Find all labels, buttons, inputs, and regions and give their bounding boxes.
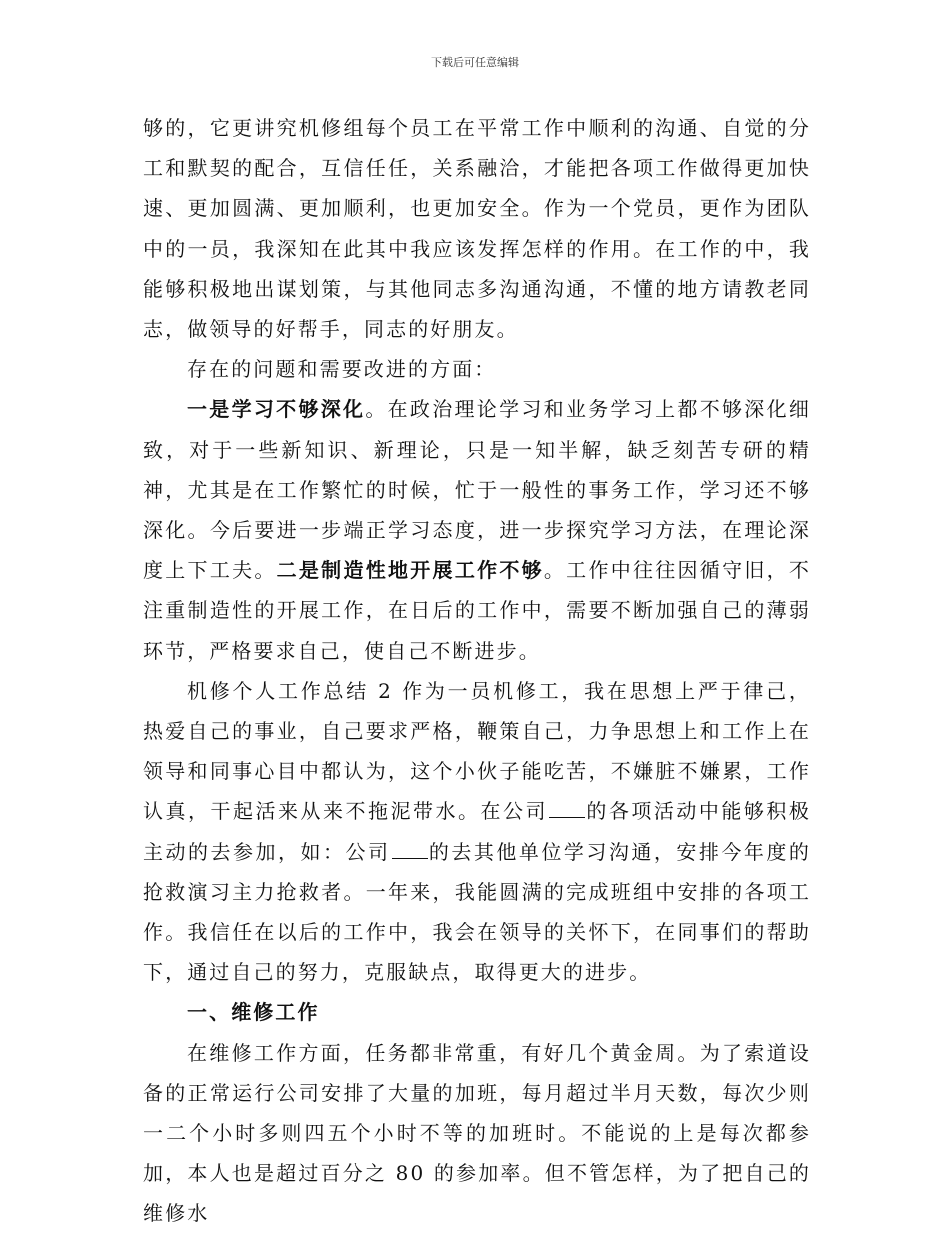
- paragraph-teamwork: 够的，它更讲究机修组每个员工在平常工作中顺利的沟通、自觉的分工和默契的配合，互信任任，关系融洽，才能把各项工作做得更加快速、更加圆满、更加顺利，也更加安全。作为一个党员，更作为团队中的一员，我深知在此其中我应该发挥怎样的作用。在工作的中，我能够积极地出谋划策，与其他同志多沟通沟通，不懂的地方请教老同志，做领导的好帮手，同志的好朋友。: [143, 116, 811, 342]
- blank-line: [549, 816, 585, 818]
- blank-line: [392, 857, 428, 859]
- problem-one-heading: 一是学习不够深化: [187, 397, 366, 422]
- summary-two-part-c: 的去其他单位学习沟通，安排今年度的抢救演习主力抢救者。一年来，我能圆满的完成班组中安排的各项工作。我信任在以后的工作中，我会在领导的关怀下，在同事们的帮助下，通过自己的努力，克服缺点，取得更大的进步。: [143, 839, 811, 985]
- paragraph-maintenance: 在维修工作方面，任务都非常重，有好几个黄金周。为了索道设备的正常运行公司安排了大量的加班，每月超过半月天数，每次少则一二个小时多则四五个小时不等的加班时。不能说的上是每次都参加，本人也是超过百分之 80 的参加率。但不管怎样，为了把自己的维修水: [143, 1040, 811, 1226]
- problem-one-text: 。在政治理论学习和业务学习上都不够深化细致，对于一些新知识、新理论，只是一知半解，缺乏刻苦专研的精神，尤其是在工作繁忙的时候，忙于一般性的事务工作，学习还不够深化。今后要进一步端正学习态度，进一步探究学习方法，在理论深度上下工夫。: [143, 397, 811, 583]
- document-body: [143, 108, 811, 1234]
- section-heading-maintenance: 一、维修工作: [187, 1000, 320, 1025]
- paragraph-summary-two: [143, 671, 811, 993]
- page-header: 下载后可任意编辑: [431, 56, 519, 69]
- paragraph-problems: [143, 389, 811, 670]
- summary-two-part-b: 的各项活动中能够积极主动的去参加，如：公司: [143, 799, 811, 864]
- problem-two-text: 。工作中往往因循守旧，不注重制造性的开展工作，在日后的工作中，需要不断加强自己的薄弱环节，严格要求自己，使自己不断进步。: [143, 558, 811, 663]
- problem-two-heading: 二是制造性地开展工作不够: [276, 558, 544, 583]
- summary-two-part-a: 机修个人工作总结 2 作为一员机修工，我在思想上严于律己，热爱自己的事业，自己要求严格，鞭策自己，力争思想上和工作上在领导和同事心目中都认为，这个小伙子能吃苦，不嫌脏不嫌累，工作认真，干起活来从来不拖泥带水。在公司: [143, 678, 811, 824]
- paragraph-problems-intro: 存在的问题和需要改进的方面：: [187, 357, 497, 382]
